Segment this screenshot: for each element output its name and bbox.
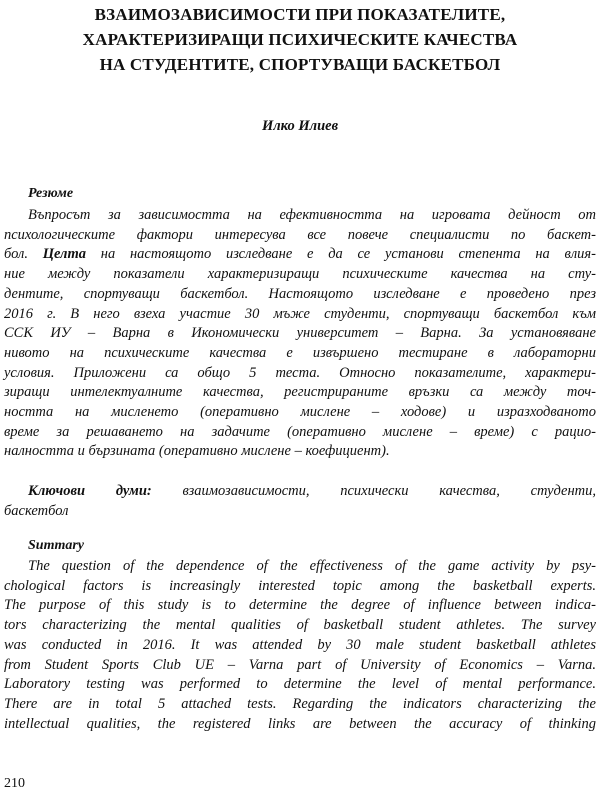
author-name: Илко Илиев	[261, 118, 339, 134]
resume-line-3-start: бол.	[4, 246, 28, 263]
resume-paragraph	[4, 206, 596, 462]
resume-line-1: Въпросът за зависимостта на ефективността на игровата дейност от	[28, 207, 596, 223]
keywords-label: Ключови думи:	[28, 483, 152, 499]
summary-line-5: was conducted in 2016. It was attended by 30 male student basketball athletes	[4, 636, 596, 653]
page-number: 210	[4, 776, 25, 791]
resume-line-9: условия. Приложени са общо 5 теста. Относно показателите, характери-	[4, 364, 596, 381]
summary-line-2: chological factors is increasingly interested topic among the basketball experts.	[4, 577, 596, 594]
summary-line-7: Laboratory testing was performed to determine the level of mental performance.	[4, 676, 596, 693]
resume-line-10: зиращи интелектуалните качества, регистрираните връзки са между точ-	[4, 384, 596, 401]
summary-line-9: intellectual qualities, the registered links are between the accuracy of thinking	[4, 715, 596, 732]
keywords-values: взаимозависимости, психически качества, студенти,	[182, 483, 597, 499]
resume-line-11: ността на мисленето (оперативно мислене – ходове) и изразходваното	[4, 404, 596, 421]
resume-line-8: нивото на психическите качества е извършено тестиране в лабораторни	[4, 344, 596, 361]
article-title	[30, 2, 570, 77]
keywords-line-1	[4, 482, 596, 502]
summary-heading: Summary	[28, 538, 85, 553]
resume-line-3-end: на настоящото изследване е да се установи степента на влия-	[100, 246, 596, 263]
summary-line-1: The question of the dependence of the effectiveness of the game activity by psy-	[28, 558, 596, 574]
summary-paragraph	[4, 557, 596, 734]
resume-heading: Резюме	[28, 186, 74, 201]
title-line-2: ХАРАКТЕРИЗИРАЩИ ПСИХИЧЕСКИТЕ КАЧЕСТВА	[82, 30, 518, 49]
resume-goal-term: Целта	[42, 246, 87, 263]
resume-line-4: ние между показатели характеризиращи психическите качества на сту-	[4, 266, 596, 283]
resume-line-13: налността и бързината (оперативно мислене – коефициент).	[4, 443, 390, 460]
keywords-line-2: баскетбол	[4, 502, 69, 519]
resume-line-3	[4, 245, 596, 265]
title-line-3: НА СТУДЕНТИТЕ, СПОРТУВАЩИ БАСКЕТБОЛ	[99, 55, 501, 74]
summary-line-8: There are in total 5 attached tests. Regarding the indicators characterizing the	[4, 695, 596, 712]
resume-line-6: 2016 г. В него взеха участие 30 мъже студенти, спортуващи баскетбол към	[4, 305, 596, 322]
keywords-paragraph	[4, 482, 596, 521]
resume-line-12: време за решаването на задачите (оперативно мислене – време) с рацио-	[4, 423, 596, 440]
summary-line-6: from Student Sports Club UE – Varna part of University of Economics – Varna.	[4, 656, 596, 673]
summary-line-3: The purpose of this study is to determine the degree of influence between indica-	[4, 597, 596, 614]
resume-line-2: психологическите фактори интересува все повече специалисти по баскет-	[4, 226, 596, 243]
summary-line-4: tors characterizing the mental qualities of basketball student athletes. The survey	[4, 617, 596, 634]
title-line-1: ВЗАИМОЗАВИСИМОСТИ ПРИ ПОКАЗАТЕЛИТЕ,	[94, 5, 506, 24]
resume-line-5: дентите, спортуващи баскетбол. Настоящото изследване е проведено през	[4, 285, 596, 302]
resume-line-7: ССК ИУ – Варна в Икономически университет – Варна. За установяване	[4, 325, 596, 342]
